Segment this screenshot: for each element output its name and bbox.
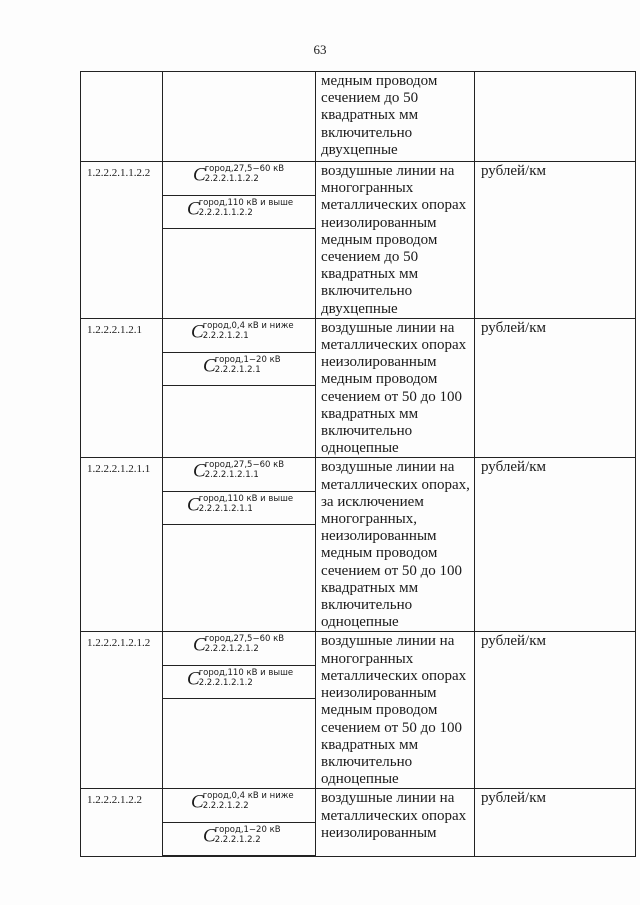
description-line: квадратных мм xyxy=(321,736,419,753)
tariff-formula xyxy=(163,162,315,195)
formula-superscript: город,0,4 кВ и ниже xyxy=(202,320,294,331)
description-line: включительно xyxy=(321,597,413,614)
description-line: неизолированным xyxy=(321,685,437,702)
description-line: неизолированным xyxy=(321,528,437,545)
row-description xyxy=(316,789,475,857)
description-line: квадратных мм xyxy=(321,579,419,596)
tariff-formula xyxy=(163,632,315,665)
description-line: одноцепные xyxy=(321,771,399,788)
description-line: медным проводом xyxy=(321,73,438,89)
description-line: металлических опорах, xyxy=(321,476,470,493)
formula-symbol: C xyxy=(191,791,204,813)
description-line: воздушные линии на xyxy=(321,163,455,179)
row-description xyxy=(316,632,475,789)
description-line: сечением от 50 до 100 xyxy=(321,388,463,405)
description-line: неизолированным xyxy=(321,214,437,231)
description-line: одноцепные xyxy=(321,440,399,457)
row-code: 1.2.2.2.1.2.1.1 xyxy=(81,458,163,632)
tariff-formula xyxy=(163,665,315,698)
formula-subscript: 2.2.2.1.2.1 xyxy=(214,364,261,375)
row-code: 1.2.2.2.1.2.1 xyxy=(81,318,163,458)
row-formulas xyxy=(163,632,316,789)
description-line: медным проводом xyxy=(321,231,438,248)
description-line: квадратных мм xyxy=(321,107,419,124)
tariff-formula xyxy=(163,789,315,822)
formula-superscript: город,110 кВ и выше xyxy=(198,668,294,679)
formula-symbol: C xyxy=(193,634,206,656)
description-line: сечением до 50 xyxy=(321,249,419,266)
row-formulas xyxy=(163,162,316,319)
description-line: многогранных xyxy=(321,650,414,667)
formula-symbol: C xyxy=(203,355,216,377)
formula-subscript: 2.2.2.1.2.2 xyxy=(214,835,261,846)
row-formulas xyxy=(163,318,316,458)
description-line: сечением от 50 до 100 xyxy=(321,562,463,579)
row-unit: рублей/км xyxy=(475,318,636,458)
formula-superscript: город,27,5−60 кВ xyxy=(204,460,285,471)
description-line: неизолированным xyxy=(321,824,437,841)
row-description xyxy=(316,458,475,632)
table-row xyxy=(81,162,636,319)
description-line: медным проводом xyxy=(321,371,438,388)
description-line: медным проводом xyxy=(321,702,438,719)
description-line: одноцепные xyxy=(321,614,399,631)
description-line: металлических опорах xyxy=(321,807,467,824)
description-line: воздушные линии на xyxy=(321,633,455,650)
description-line: металлических опорах xyxy=(321,667,467,684)
tariff-formula xyxy=(163,319,315,352)
row-unit: рублей/км xyxy=(475,162,636,319)
description-line: сечением от 50 до 100 xyxy=(321,719,463,736)
description-line: двухцепные xyxy=(321,300,398,317)
table-row xyxy=(81,632,636,789)
formula-subscript: 2.2.2.1.1.2.2 xyxy=(204,174,259,184)
tariff-table xyxy=(80,71,636,857)
formula-symbol: C xyxy=(187,198,200,220)
formula-superscript: город,110 кВ и выше xyxy=(198,198,294,208)
description-line: воздушные линии на xyxy=(321,790,455,807)
formula-symbol: C xyxy=(187,494,200,516)
row-description xyxy=(316,72,475,162)
row-code xyxy=(81,72,163,162)
formula-symbol: C xyxy=(187,668,200,690)
row-formulas xyxy=(163,72,316,162)
formula-superscript: город,27,5−60 кВ xyxy=(204,164,285,174)
table-row xyxy=(81,72,636,162)
table-row xyxy=(81,789,636,857)
description-line: многогранных, xyxy=(321,511,417,528)
formula-superscript: город,0,4 кВ и ниже xyxy=(202,791,294,802)
row-unit: рублей/км xyxy=(475,789,636,857)
formula-subscript: 2.2.2.1.2.1 xyxy=(202,330,249,341)
table-row xyxy=(81,458,636,632)
description-line: металлических опорах xyxy=(321,337,467,354)
formula-superscript: город,27,5−60 кВ xyxy=(204,634,285,645)
description-line: квадратных мм xyxy=(321,266,419,283)
row-unit: рублей/км xyxy=(475,458,636,632)
description-line: включительно xyxy=(321,753,413,770)
description-line: включительно xyxy=(321,283,413,300)
description-line: сечением до 50 xyxy=(321,90,419,107)
row-formulas xyxy=(163,789,316,857)
description-line: за исключением xyxy=(321,493,424,510)
tariff-table-body xyxy=(81,72,636,857)
description-line: квадратных мм xyxy=(321,405,419,422)
row-code: 1.2.2.2.1.2.1.2 xyxy=(81,632,163,789)
row-description xyxy=(316,162,475,319)
tariff-formula xyxy=(163,352,315,385)
row-unit: рублей/км xyxy=(475,632,636,789)
row-code: 1.2.2.2.1.1.2.2 xyxy=(81,162,163,319)
formula-subscript: 2.2.2.1.2.1.2 xyxy=(204,644,259,655)
description-line: воздушные линии на xyxy=(321,459,455,476)
formula-subscript: 2.2.2.1.2.1.1 xyxy=(204,470,259,481)
page-number: 63 xyxy=(313,42,327,57)
tariff-formula xyxy=(163,822,315,855)
description-line: включительно xyxy=(321,124,413,141)
description-line: медным проводом xyxy=(321,545,438,562)
table-row xyxy=(81,318,636,458)
row-formulas xyxy=(163,458,316,632)
formula-superscript: город,110 кВ и выше xyxy=(198,494,294,505)
row-code: 1.2.2.2.1.2.2 xyxy=(81,789,163,857)
formula-superscript: город,1−20 кВ xyxy=(214,354,281,365)
formula-symbol: C xyxy=(193,460,206,482)
formula-symbol: C xyxy=(203,825,216,847)
tariff-formula xyxy=(163,458,315,491)
description-line: двухцепные xyxy=(321,141,398,158)
formula-symbol: C xyxy=(193,164,206,186)
tariff-formula xyxy=(163,491,315,524)
formula-subscript: 2.2.2.1.1.2.2 xyxy=(198,208,253,218)
formula-subscript: 2.2.2.1.2.2 xyxy=(202,801,249,812)
description-line: неизолированным xyxy=(321,354,437,371)
formula-subscript: 2.2.2.1.2.1.1 xyxy=(198,504,253,515)
row-unit xyxy=(475,72,636,162)
description-line: металлических опорах xyxy=(321,197,467,214)
description-line: многогранных xyxy=(321,180,414,197)
formula-subscript: 2.2.2.1.2.1.2 xyxy=(198,678,253,689)
row-description xyxy=(316,318,475,458)
tariff-formula xyxy=(163,195,315,228)
formula-symbol: C xyxy=(191,321,204,343)
description-line: воздушные линии на xyxy=(321,319,455,336)
formula-superscript: город,1−20 кВ xyxy=(214,825,281,836)
description-line: включительно xyxy=(321,423,413,440)
